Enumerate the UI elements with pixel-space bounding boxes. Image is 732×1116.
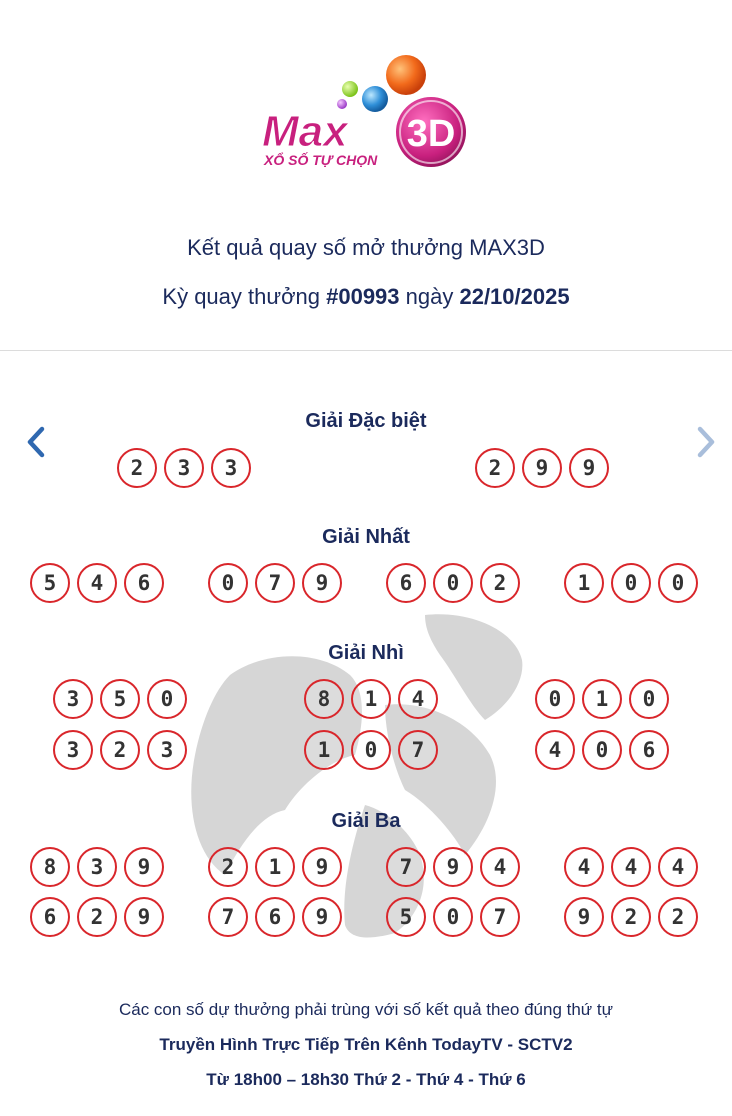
number-ball: 6 bbox=[255, 897, 295, 937]
number-group bbox=[30, 563, 164, 603]
number-ball: 9 bbox=[569, 448, 609, 488]
number-group bbox=[564, 897, 698, 937]
logo-wordmark: Max bbox=[262, 107, 348, 156]
number-ball: 7 bbox=[398, 730, 438, 770]
number-ball: 1 bbox=[351, 679, 391, 719]
max3d-logo bbox=[258, 52, 472, 174]
number-ball: 6 bbox=[30, 897, 70, 937]
number-ball: 3 bbox=[77, 847, 117, 887]
number-ball: 0 bbox=[658, 563, 698, 603]
number-ball: 2 bbox=[100, 730, 140, 770]
number-ball: 3 bbox=[53, 730, 93, 770]
number-ball: 2 bbox=[611, 897, 651, 937]
number-ball: 2 bbox=[117, 448, 157, 488]
number-ball: 6 bbox=[386, 563, 426, 603]
number-ball: 3 bbox=[211, 448, 251, 488]
number-group bbox=[53, 730, 187, 770]
number-ball: 4 bbox=[658, 847, 698, 887]
number-ball: 1 bbox=[304, 730, 344, 770]
draw-number: #00993 bbox=[326, 284, 400, 309]
logo-tagline: XỔ SỐ TỰ CHỌN bbox=[264, 152, 378, 168]
number-group bbox=[208, 847, 342, 887]
number-ball: 0 bbox=[433, 897, 473, 937]
number-ball: 4 bbox=[480, 847, 520, 887]
number-group bbox=[304, 730, 438, 770]
number-ball: 9 bbox=[522, 448, 562, 488]
prize-title-first: Giải Nhất bbox=[322, 526, 410, 548]
rules-note: Các con số dự thưởng phải trùng với số kết quả theo đúng thứ tự bbox=[118, 1000, 614, 1019]
number-ball: 7 bbox=[255, 563, 295, 603]
number-group bbox=[208, 563, 342, 603]
date-prefix: ngày bbox=[399, 284, 460, 309]
number-ball: 5 bbox=[386, 897, 426, 937]
number-ball: 5 bbox=[100, 679, 140, 719]
draw-date: 22/10/2025 bbox=[459, 284, 570, 309]
number-ball: 2 bbox=[475, 448, 515, 488]
number-group bbox=[535, 679, 669, 719]
number-ball: 9 bbox=[302, 563, 342, 603]
number-ball: 9 bbox=[433, 847, 473, 887]
number-group bbox=[53, 679, 187, 719]
number-group bbox=[30, 897, 164, 937]
number-ball: 7 bbox=[480, 897, 520, 937]
number-ball: 3 bbox=[147, 730, 187, 770]
number-ball: 9 bbox=[124, 897, 164, 937]
number-ball: 0 bbox=[535, 679, 575, 719]
number-ball: 2 bbox=[480, 563, 520, 603]
number-ball: 7 bbox=[208, 897, 248, 937]
number-ball: 1 bbox=[255, 847, 295, 887]
number-group bbox=[386, 563, 520, 603]
number-group bbox=[304, 679, 438, 719]
number-ball: 3 bbox=[53, 679, 93, 719]
number-ball: 6 bbox=[124, 563, 164, 603]
number-ball: 8 bbox=[30, 847, 70, 887]
logo-badge: 3D bbox=[406, 113, 456, 155]
broadcast-info: Truyền Hình Trực Tiếp Trên Kênh TodayTV - SCTV2 bbox=[159, 1035, 573, 1054]
number-ball: 0 bbox=[433, 563, 473, 603]
number-ball: 4 bbox=[535, 730, 575, 770]
number-group bbox=[535, 730, 669, 770]
number-group bbox=[475, 448, 609, 488]
number-ball: 0 bbox=[582, 730, 622, 770]
result-title: Kết quả quay số mở thưởng MAX3D bbox=[187, 235, 545, 260]
number-ball: 8 bbox=[304, 679, 344, 719]
number-ball: 9 bbox=[302, 897, 342, 937]
number-ball: 5 bbox=[30, 563, 70, 603]
number-ball: 6 bbox=[629, 730, 669, 770]
number-ball: 2 bbox=[208, 847, 248, 887]
number-ball: 9 bbox=[302, 847, 342, 887]
header-divider bbox=[0, 350, 732, 351]
number-ball: 2 bbox=[77, 897, 117, 937]
draw-prefix: Kỳ quay thưởng bbox=[162, 284, 327, 309]
number-ball: 2 bbox=[658, 897, 698, 937]
number-ball: 7 bbox=[386, 847, 426, 887]
number-ball: 4 bbox=[77, 563, 117, 603]
prize-title-special: Giải Đặc biệt bbox=[305, 410, 427, 432]
number-ball: 4 bbox=[611, 847, 651, 887]
broadcast-schedule: Từ 18h00 – 18h30 Thứ 2 - Thứ 4 - Thứ 6 bbox=[206, 1070, 526, 1089]
number-group bbox=[564, 847, 698, 887]
number-ball: 9 bbox=[564, 897, 604, 937]
number-ball: 0 bbox=[208, 563, 248, 603]
number-ball: 4 bbox=[398, 679, 438, 719]
number-group bbox=[386, 847, 520, 887]
number-ball: 1 bbox=[582, 679, 622, 719]
number-ball: 1 bbox=[564, 563, 604, 603]
number-ball: 0 bbox=[147, 679, 187, 719]
number-ball: 9 bbox=[124, 847, 164, 887]
number-ball: 4 bbox=[564, 847, 604, 887]
number-group bbox=[30, 847, 164, 887]
prize-title-second: Giải Nhì bbox=[328, 642, 404, 664]
number-group bbox=[208, 897, 342, 937]
number-ball: 0 bbox=[629, 679, 669, 719]
draw-info bbox=[0, 284, 732, 310]
number-group bbox=[564, 563, 698, 603]
number-ball: 0 bbox=[351, 730, 391, 770]
number-ball: 3 bbox=[164, 448, 204, 488]
number-ball: 0 bbox=[611, 563, 651, 603]
prize-title-third: Giải Ba bbox=[331, 810, 401, 832]
number-group bbox=[117, 448, 251, 488]
number-group bbox=[386, 897, 520, 937]
